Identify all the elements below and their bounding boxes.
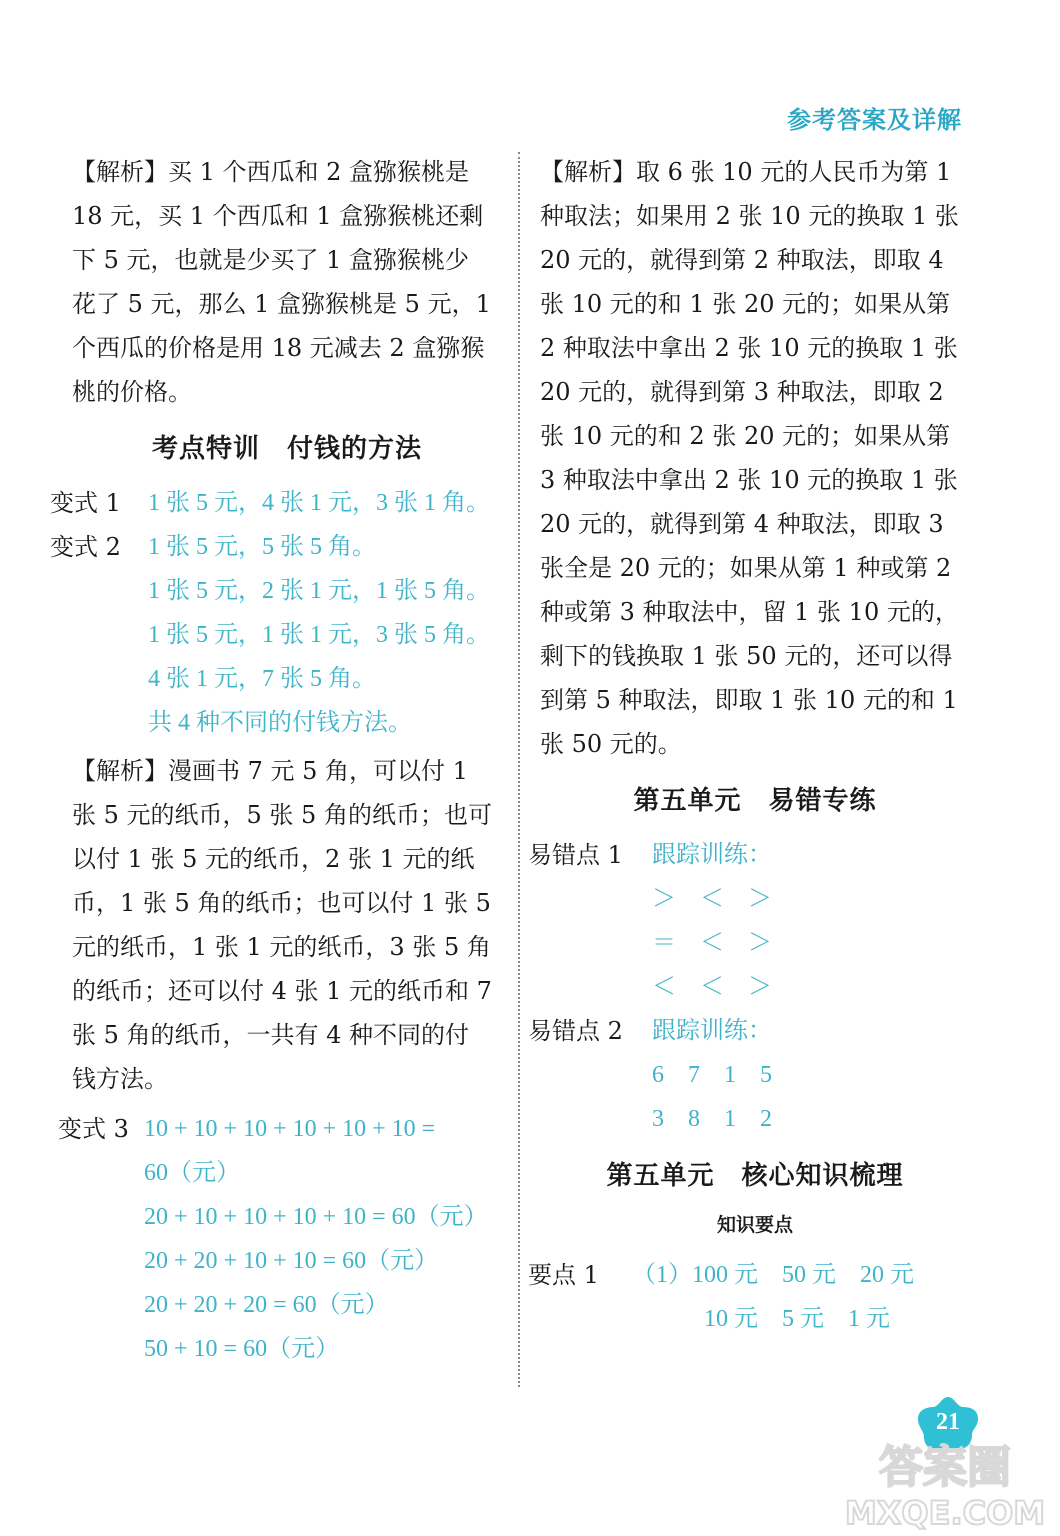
variant-1-answer: 1 张 5 元，4 张 1 元，3 张 1 角。 xyxy=(148,490,490,516)
number-row: 3 8 1 2 xyxy=(652,1106,772,1132)
variant-1 xyxy=(50,481,502,525)
variant-3-answer: 20 + 20 + 20 = 60（元） xyxy=(144,1292,389,1318)
key-point-1 xyxy=(528,1253,970,1341)
left-column xyxy=(50,150,502,1371)
watermark-logo-icon xyxy=(845,1440,1045,1530)
column-divider xyxy=(518,152,520,1387)
denomination-row: 10 元 5 元 1 元 xyxy=(632,1306,890,1332)
section-title-knowledge: 第五单元 核心知识梳理 xyxy=(606,1161,904,1191)
subsection-key-points: 知识要点 xyxy=(716,1214,793,1236)
svg-text:MXQE.COM: MXQE.COM xyxy=(845,1494,1045,1530)
error-point-1-label: 易错点 1 xyxy=(528,841,623,869)
variant-2-answers xyxy=(148,525,490,745)
variant-2-answer: 1 张 5 元，1 张 1 元，3 张 5 角。 xyxy=(148,622,490,648)
variant-3-answer: 60（元） xyxy=(144,1160,240,1186)
variant-3-label: 变式 3 xyxy=(58,1115,129,1143)
variant-3-answer: 20 + 10 + 10 + 10 + 10 = 60（元） xyxy=(144,1204,488,1230)
variant-2-answer: 1 张 5 元，2 张 1 元，1 张 5 角。 xyxy=(148,578,490,604)
variant-3-answer: 50 + 10 = 60（元） xyxy=(144,1336,340,1362)
analysis-watermelon: 【解析】买 1 个西瓜和 2 盒猕猴桃是 18 元，买 1 个西瓜和 1 盒猕猴桃还剩下 5 元，也就是少买了 1 盒猕猴桃少花了 5 元，那么 1 盒猕猴桃是 5 元，1 个西瓜的价格是用 18 元减去 2 盒猕猴桃的价格。 xyxy=(72,158,491,406)
key-point-1-answers xyxy=(632,1253,914,1341)
error-point-2-label: 易错点 2 xyxy=(528,1017,623,1045)
variant-2-answer: 1 张 5 元，5 张 5 角。 xyxy=(148,534,376,560)
tracking-title: 跟踪训练： xyxy=(652,1018,772,1044)
svg-text:答案圈: 答案圈 xyxy=(879,1442,1011,1493)
analysis-money-exchange: 【解析】取 6 张 10 元的人民币为第 1 种取法；如果用 2 张 10 元的换取 1 张 20 元的，就得到第 2 种取法，即取 4 张 10 元的和 1 张 20 元的；如果从第 2 种取法中拿出 2 张 10 元的换取 1 张 20 元的，就得到第 3 种取法，即取 2 张 10 元的和 2 张 20 元的；如果从第 3 种取法中拿出 2 张 10 元的换取 1 张 20 元的，就得到第 4 种取法，即取 3 张全是 20 元的；如果从第 1 种或第 2 种或第 3 种取法中，留 1 张 10 元的，剩下的钱换取 1 张 50 元的，还可以得到第 5 种取法，即取 1 张 10 元的和 1 张 50 元的。 xyxy=(540,158,959,758)
denomination-row: （1）100 元 50 元 20 元 xyxy=(632,1262,914,1288)
variant-3-answer: 10 + 10 + 10 + 10 + 10 + 10 = xyxy=(144,1116,436,1142)
section-title-errors: 第五单元 易错专练 xyxy=(633,786,877,816)
key-point-1-label: 要点 1 xyxy=(528,1261,599,1289)
comparison-row: ＝ ＜ ＞ xyxy=(652,930,772,956)
variant-3-answers xyxy=(144,1107,488,1371)
comparison-row: ＜ ＜ ＞ xyxy=(652,974,772,1000)
variant-3-answer: 20 + 20 + 10 + 10 = 60（元） xyxy=(144,1248,439,1274)
right-column xyxy=(528,150,970,1341)
page-header: 参考答案及详解 xyxy=(787,105,962,134)
error-point-2 xyxy=(528,1009,970,1141)
variant-1-label: 变式 1 xyxy=(50,489,121,517)
variant-2 xyxy=(50,525,502,745)
number-row: 6 7 1 5 xyxy=(652,1062,772,1088)
comparison-row: ＞ ＜ ＞ xyxy=(652,886,772,912)
error-point-2-answers xyxy=(652,1009,772,1141)
variant-2-answer: 4 张 1 元，7 张 5 角。 xyxy=(148,666,376,692)
variant-2-answer: 共 4 种不同的付钱方法。 xyxy=(148,710,412,736)
page-number: 21 xyxy=(936,1409,960,1435)
variant-2-label: 变式 2 xyxy=(50,533,121,561)
section-title-payment: 考点特训 付钱的方法 xyxy=(151,434,422,464)
error-point-1 xyxy=(528,833,970,1009)
watermark xyxy=(845,1440,1045,1530)
analysis-comic: 【解析】漫画书 7 元 5 角，可以付 1 张 5 元的纸币，5 张 5 角的纸币；也可以付 1 张 5 元的纸币，2 张 1 元的纸币，1 张 5 角的纸币；也可以付 1 张 5 元的纸币，1 张 1 元的纸币，3 张 5 角的纸币；还可以付 4 张 1 元的纸币和 7 张 5 角的纸币，一共有 4 种不同的付钱方法。 xyxy=(72,757,492,1093)
error-point-1-answers xyxy=(652,833,772,1009)
variant-3 xyxy=(58,1107,502,1371)
tracking-title: 跟踪训练： xyxy=(652,842,772,868)
